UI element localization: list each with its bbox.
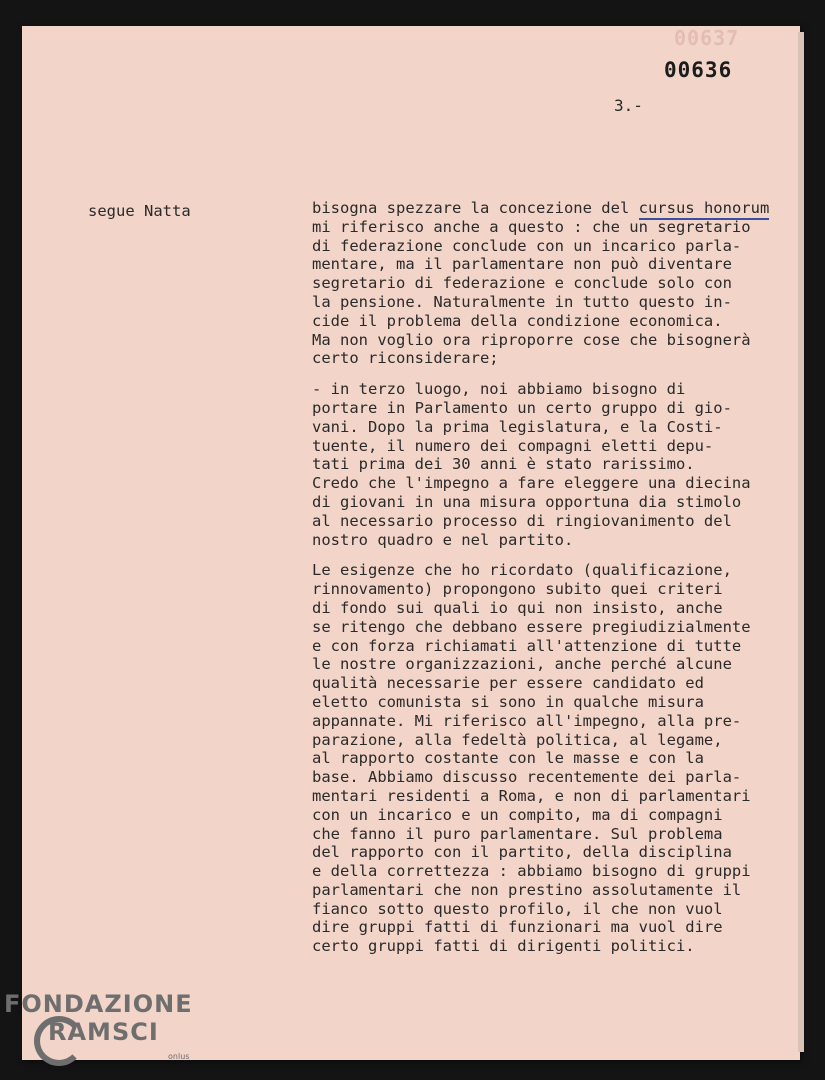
- page-edge: [798, 32, 804, 1052]
- text-line: cide il problema della condizione economica.: [312, 311, 723, 330]
- text-line: del rapporto con il partito, della disciplina: [312, 843, 732, 862]
- text-line: vani. Dopo la prima legislatura, e la Costi-: [312, 417, 723, 436]
- text-line: al necessario processo di ringiovanimento del: [312, 511, 732, 530]
- page-index: 3.-: [614, 96, 643, 115]
- text-line: se ritengo che debbano essere pregiudizialmente: [312, 617, 751, 636]
- text-line: qualità necessarie per essere candidato ed: [312, 674, 704, 693]
- text-line: e della correttezza : abbiamo bisogno di gruppi: [312, 862, 751, 881]
- text-line: rinnovamento) propongono subito quei criteri: [312, 580, 723, 599]
- text-line: parlamentari che non prestino assolutamente il: [312, 880, 742, 899]
- text-line: bisogna spezzare la concezione del cursus honorum: [312, 199, 778, 218]
- body-text: [312, 199, 778, 968]
- text-line: che fanno il puro parlamentare. Sul problema: [312, 824, 723, 843]
- underlined-phrase: cursus honorum: [639, 199, 770, 220]
- text-line: base. Abbiamo discusso recentemente dei parla-: [312, 768, 742, 787]
- paragraph-1: [312, 199, 778, 368]
- text-line: nostro quadro e nel partito.: [312, 530, 574, 549]
- text-line: di federazione conclude con un incarico parla-: [312, 236, 742, 255]
- text-line: - in terzo luogo, noi abbiamo bisogno di: [312, 380, 686, 399]
- text-line: Credo che l'impegno a fare eleggere una diecina: [312, 474, 751, 493]
- text-line: dire gruppi fatti di funzionari ma vuol dire: [312, 918, 723, 937]
- speaker-label: segue Natta: [88, 202, 191, 220]
- logo-line-2: RAMSCI: [48, 1018, 159, 1046]
- text-line: parazione, alla fedeltà politica, al legame,: [312, 730, 723, 749]
- text-line: fianco sotto questo profilo, il che non vuol: [312, 899, 723, 918]
- text-line: Ma non voglio ora riproporre cose che bisognerà: [312, 330, 751, 349]
- text-line: Le esigenze che ho ricordato (qualificazione,: [312, 561, 732, 580]
- logo-suffix: onlus: [168, 1052, 190, 1061]
- text-line: portare in Parlamento un certo gruppo di gio-: [312, 398, 732, 417]
- text-line: appannate. Mi riferisco all'impegno, alla pre-: [312, 711, 742, 730]
- paragraph-2: [312, 380, 778, 549]
- text-line: e con forza richiamati all'attenzione di tutte: [312, 636, 742, 655]
- text-line: la pensione. Naturalmente in tutto questo in-: [312, 292, 732, 311]
- text-line: di giovani in una misura opportuna dia stimolo: [312, 492, 742, 511]
- logo-line-1: FONDAZIONE: [4, 990, 193, 1018]
- text-line: mentare, ma il parlamentare non può diventare: [312, 255, 732, 274]
- text-line: al rapporto costante con le masse e con la: [312, 749, 704, 768]
- text-line: segretario di federazione e conclude solo con: [312, 274, 732, 293]
- text-line: certo gruppi fatti di dirigenti politici.: [312, 937, 695, 956]
- ghost-page-number: 00637: [674, 26, 740, 50]
- text-line: tuente, il numero dei compagni eletti depu-: [312, 436, 714, 455]
- text-line: certo riconsiderare;: [312, 349, 499, 368]
- paragraph-3: [312, 561, 778, 956]
- text-line: le nostre organizzazioni, anche perché alcune: [312, 655, 732, 674]
- text-line: mi riferisco anche a questo : che un segretario: [312, 217, 751, 236]
- text-line: di fondo sui quali io qui non insisto, anche: [312, 598, 723, 617]
- text-line: tati prima dei 30 anni è stato rarissimo.: [312, 455, 695, 474]
- text-line: eletto comunista si sono in qualche misura: [312, 692, 704, 711]
- page-number: 00636: [664, 58, 733, 82]
- text-line: mentari residenti a Roma, e non di parlamentari: [312, 786, 751, 805]
- text-line: con un incarico e un compito, ma di compagni: [312, 805, 723, 824]
